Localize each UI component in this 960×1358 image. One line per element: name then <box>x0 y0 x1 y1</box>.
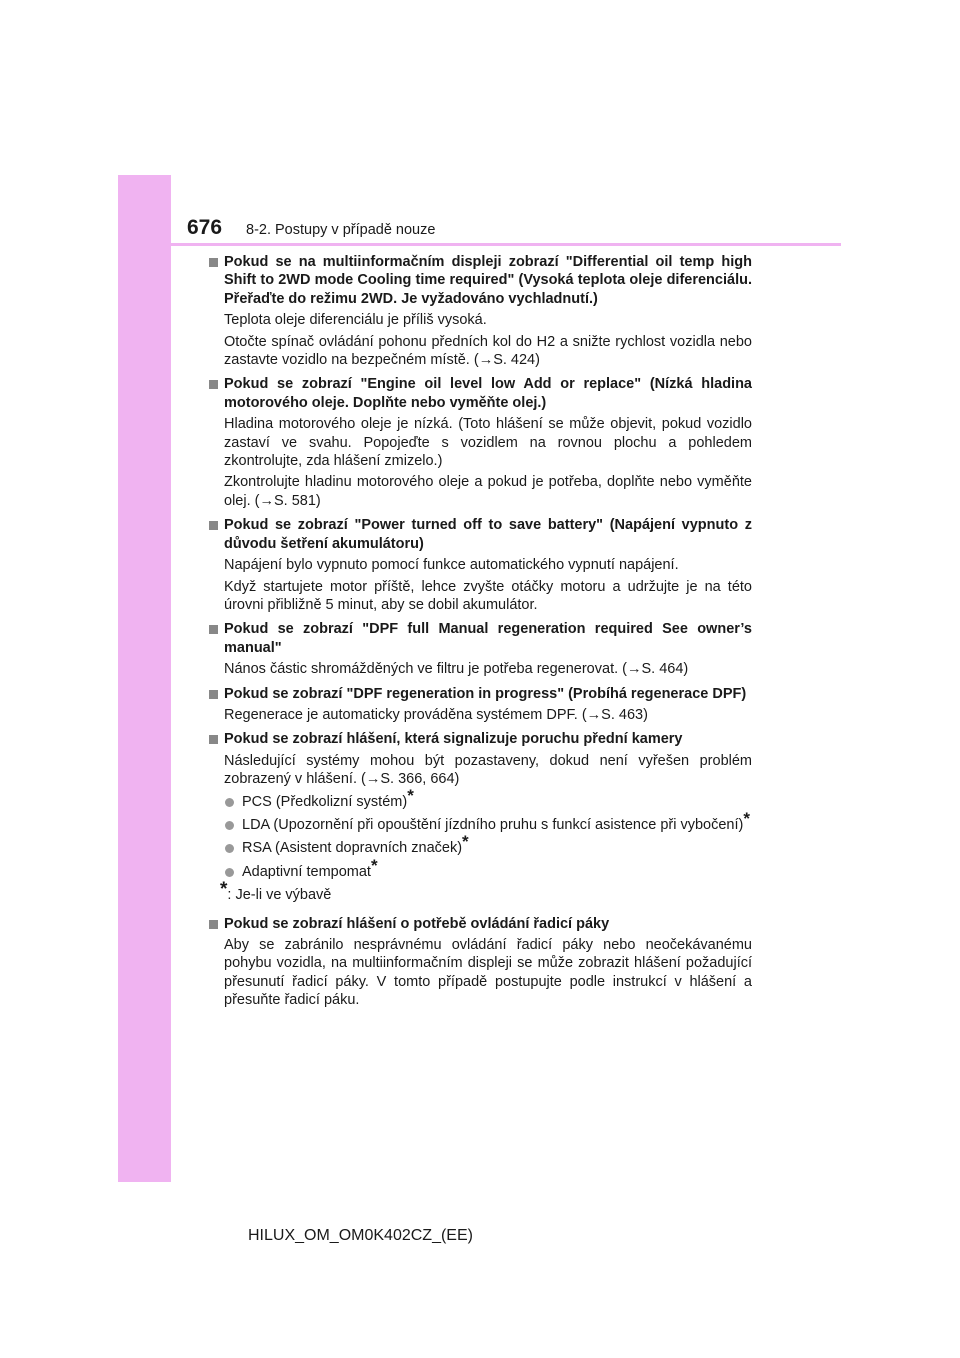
entry-paragraph: Otočte spínač ovládání pohonu předních kol do H2 a snižte rychlost vozidla nebo zastavte vozidlo na bezpečném místě. (→S. 424) <box>224 333 752 369</box>
entry-differential-oil <box>206 253 752 369</box>
entry-front-camera <box>206 730 752 904</box>
list-item: Adaptivní tempomat* <box>206 863 752 881</box>
entry-shift-lever <box>206 915 752 1010</box>
entry-paragraph: Napájení bylo vypnuto pomocí funkce automatického vypnutí napájení. <box>224 557 679 574</box>
entry-heading: Pokud se zobrazí "Power turned off to save battery" (Napájení vypnuto z důvodu šetření akumulátoru) <box>206 516 752 553</box>
entry-dpf-full <box>206 620 752 678</box>
square-bullet-icon <box>209 380 218 389</box>
entry-body <box>206 936 752 1010</box>
entry-body <box>206 752 752 789</box>
list-item: RSA (Asistent dopravních značek)* <box>206 839 752 857</box>
entry-paragraph: Nános částic shromážděných ve filtru je potřeba regenerovat. (→S. 464) <box>224 661 689 678</box>
asterisk-marker: * <box>462 832 469 852</box>
entry-body <box>206 660 752 678</box>
circle-bullet-icon <box>225 844 234 853</box>
entry-power-off <box>206 516 752 614</box>
entry-paragraph: Hladina motorového oleje je nízká. (Toto hlášení se může objevit, pokud vozidlo zastaví ve svahu. Popojeďte s vozidlem na rovnou plochu a pohledem zkontrolujte, zda hlášení zmizelo.) <box>224 416 752 470</box>
entry-heading: Pokud se zobrazí hlášení, která signalizuje poruchu přední kamery <box>206 730 752 748</box>
asterisk-marker: * <box>220 879 228 901</box>
circle-bullet-icon <box>225 798 234 807</box>
entry-paragraph: Když startujete motor příště, lehce zvyšte otáčky motoru a udržujte je na této úrovni přibližně 5 minut, aby se dobil akumulátor. <box>224 578 752 613</box>
arrow-right-icon: → <box>586 706 602 723</box>
square-bullet-icon <box>209 521 218 530</box>
page-reference: S. 464) <box>641 661 689 678</box>
footer-document-code: HILUX_OM_OM0K402CZ_(EE) <box>248 1227 473 1244</box>
page-number: 676 <box>187 216 223 239</box>
footnote: *: Je-li ve výbavě <box>220 879 332 904</box>
page-reference: S. 424) <box>493 352 540 369</box>
circle-bullet-icon <box>225 868 234 877</box>
entry-heading: Pokud se na multiinformačním displeji zobrazí "Differential oil temp high Shift to 2WD mode Cooling time required" (Vysoká teplota oleje diferenciálu. Přeřaďte do režimu 2WD. Je vyžadováno vychladnutí.) <box>206 253 752 308</box>
asterisk-marker: * <box>743 808 750 828</box>
arrow-right-icon: → <box>365 771 381 788</box>
entry-paragraph: Zkontrolujte hladinu motorového oleje a pokud je potřeba, doplňte nebo vyměňte olej. (→S. 581) <box>224 474 752 509</box>
side-tab-bar <box>118 175 171 1182</box>
circle-bullet-icon <box>225 821 234 830</box>
entry-paragraph: Následující systémy mohou být pozastaveny, dokud není vyřešen problém zobrazený v hlášení. (→S. 366, 664) <box>224 752 752 788</box>
entry-dpf-regeneration <box>206 685 752 725</box>
square-bullet-icon <box>209 258 218 267</box>
entry-body <box>206 706 752 724</box>
entry-body <box>206 556 752 614</box>
entry-heading: Pokud se zobrazí "Engine oil level low Add or replace" (Nízká hladina motorového oleje. Doplňte nebo vyměňte olej.) <box>206 375 752 412</box>
asterisk-marker: * <box>370 855 378 875</box>
square-bullet-icon <box>209 735 218 744</box>
page-reference: S. 463) <box>601 706 648 723</box>
bullet-list <box>206 785 752 882</box>
page-reference: S. 366, 664) <box>380 771 460 788</box>
entry-heading: Pokud se zobrazí "DPF regeneration in progress" (Probíhá regenerace DPF) <box>206 685 752 703</box>
square-bullet-icon <box>209 625 218 634</box>
arrow-right-icon: → <box>259 492 274 509</box>
page-content <box>206 253 752 1016</box>
asterisk-marker: * <box>407 785 414 805</box>
arrow-right-icon: → <box>478 352 494 369</box>
header-rule <box>171 243 841 246</box>
page-reference: S. 581) <box>273 492 321 509</box>
entry-body <box>206 415 752 510</box>
entry-paragraph: Teplota oleje diferenciálu je příliš vysoká. <box>224 312 487 329</box>
list-item: PCS (Předkolizní systém)* <box>206 793 752 811</box>
arrow-right-icon: → <box>626 661 642 678</box>
square-bullet-icon <box>209 920 218 929</box>
entry-heading: Pokud se zobrazí "DPF full Manual regeneration required See owner’s manual" <box>206 620 752 657</box>
entry-paragraph: Aby se zabránilo nesprávnému ovládání řadicí páky nebo neočekávanému pohybu vozidla, na multiinformačním displeji se může zobrazit hlášení požadující přesunutí řadicí páky. V tomto případě postupujte podle instrukcí v hlášení a přesuňte řadicí páku. <box>224 937 752 1009</box>
entry-paragraph: Regenerace je automaticky prováděna systémem DPF. (→S. 463) <box>224 706 648 723</box>
entry-heading: Pokud se zobrazí hlášení o potřebě ovládání řadicí páky <box>206 915 752 933</box>
list-item: LDA (Upozornění při opouštění jízdního pruhu s funkcí asistence při vybočení)* <box>206 816 752 834</box>
square-bullet-icon <box>209 690 218 699</box>
section-title: 8-2. Postupy v případě nouze <box>246 222 436 238</box>
entry-body <box>206 311 752 369</box>
entry-engine-oil <box>206 375 752 510</box>
